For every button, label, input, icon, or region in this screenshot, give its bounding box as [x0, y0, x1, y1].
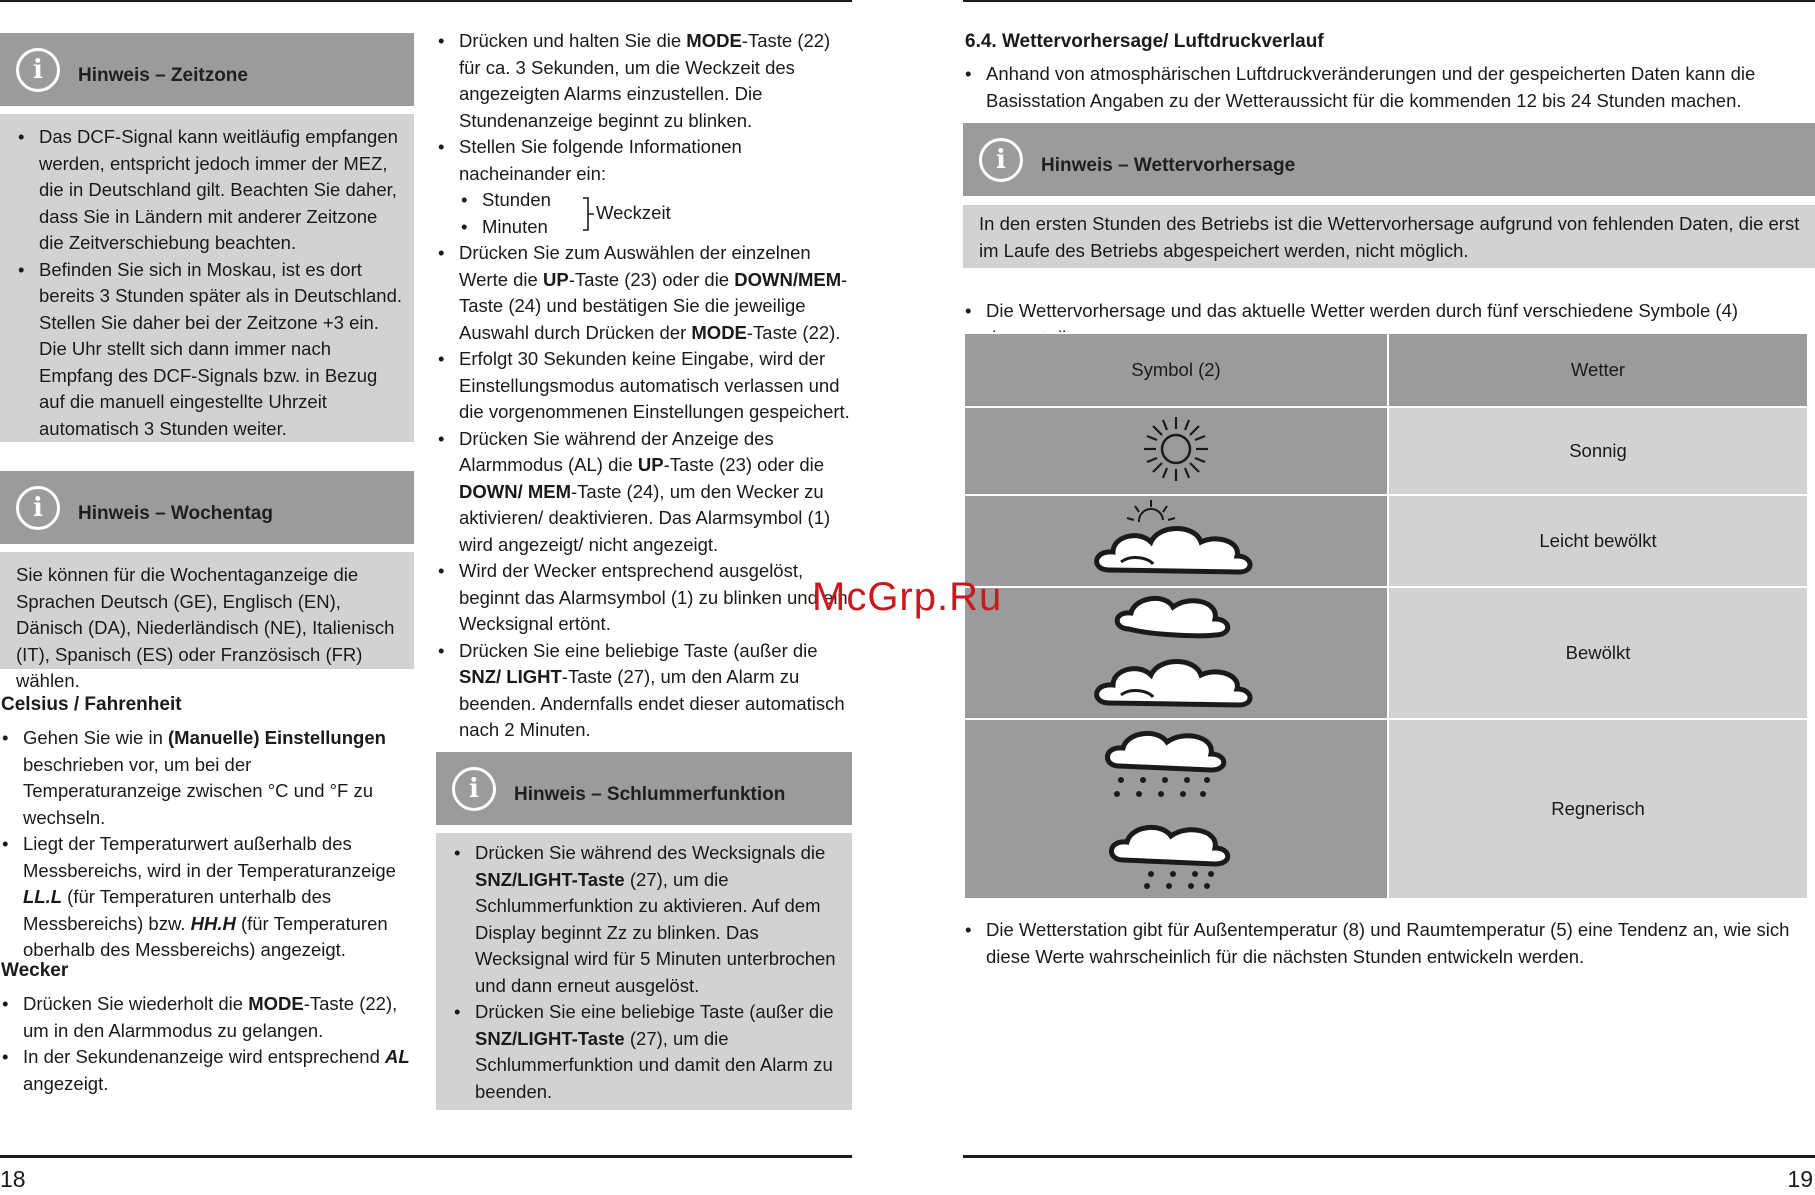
sun-icon	[1141, 414, 1211, 484]
list-item: • Drücken Sie wiederholt die MODE-Taste (22), um in den Alarmmodus zu gelangen.	[0, 991, 410, 1044]
table-header-symbol: Symbol (2)	[964, 333, 1388, 407]
table-row-symbol	[964, 719, 1388, 899]
cloudy-icon	[1091, 589, 1261, 713]
alarm-settings-list	[436, 28, 856, 744]
note-wochentag-body	[0, 552, 414, 691]
table-row-label: Sonnig	[1388, 407, 1808, 495]
info-icon: i	[979, 138, 1023, 182]
info-icon: i	[452, 767, 496, 811]
page-number-left: 18	[0, 1166, 26, 1192]
list-item: • Drücken Sie während der Anzeige des Alarmmodus (AL) die UP-Taste (23) oder die DOWN/ MEM-Taste (24), um den Wecker zu aktivieren/ deaktivieren. Das Alarmsymbol (1) wird angezeigt/ nicht angezeigt.	[436, 426, 856, 559]
table-row-symbol	[964, 587, 1388, 719]
list-item: • Gehen Sie wie in (Manuelle) Einstellungen beschrieben vor, um bei der Temperaturanzeige zwischen °C und °F zu wechseln.	[0, 725, 410, 831]
list-item: • Drücken Sie zum Auswählen der einzelnen Werte die UP-Taste (23) oder die DOWN/MEM-Taste (24) und bestätigen Sie die jeweilige Auswahl durch Drücken der MODE-Taste (22).	[436, 240, 856, 346]
weckzeit-sublist	[459, 187, 856, 240]
weckzeit-label: Weckzeit	[596, 202, 671, 223]
celsius-heading: Celsius / Fahrenheit	[1, 694, 182, 715]
list-item: • Drücken Sie während des Wecksignals die SNZ/LIGHT-Taste (27), um die Schlummerfunktion zu aktivieren. Auf dem Display beginnt Zz zu blinken. Das Wecksignal wird für 5 Minuten unterbrochen und dann erneut ausgelöst.	[452, 840, 842, 999]
note-wetter-text: In den ersten Stunden des Betriebs ist die Wettervorhersage aufgrund von fehlenden Daten, die erst im Laufe des Betriebs abgespeichert werden, nicht möglich.	[979, 213, 1800, 261]
top-rule-right	[963, 0, 1815, 2]
table-row-label: Leicht bewölkt	[1388, 495, 1808, 587]
list-item: • Wird der Wecker entsprechend ausgelöst, beginnt das Alarmsymbol (1) zu blinken und ein Wecksignal ertönt.	[436, 558, 856, 638]
table-header-wetter: Wetter	[1388, 333, 1808, 407]
table-row-symbol	[964, 407, 1388, 495]
bottom-rule-right	[963, 1155, 1815, 1158]
section-heading: 6.4. Wettervorhersage/ Luftdruckverlauf	[965, 31, 1324, 52]
note-wochentag-header	[0, 471, 414, 544]
list-item: • Drücken Sie eine beliebige Taste (außer die SNZ/ LIGHT-Taste (27), um den Alarm zu beenden. Andernfalls endet dieser automatisch nach 2 Minuten.	[436, 638, 856, 744]
info-icon: i	[16, 48, 60, 92]
list-item: • In der Sekundenanzeige wird entsprechend AL angezeigt.	[0, 1044, 410, 1097]
list-item: • Liegt der Temperaturwert außerhalb des Messbereichs, wird in der Temperaturanzeige LL.L (für Temperaturen unterhalb des Messbereichs) bzw. HH.H (für Temperaturen oberhalb des Messbereichs) angezeigt.	[0, 831, 410, 964]
sub-list-item: • Minuten	[459, 214, 856, 241]
note-schlummer-body	[436, 833, 852, 1110]
list-item: • Die Wettervorhersage und das aktuelle Wetter werden durch fünf verschiedene Symbole (4)	[963, 298, 1815, 351]
top-rule-left	[0, 0, 852, 2]
note-wetter-title: Hinweis – Wettervorhersage	[1041, 154, 1296, 176]
info-icon: i	[16, 486, 60, 530]
table-row-symbol	[964, 495, 1388, 587]
sub-list-item: • Stunden	[459, 187, 856, 214]
list-item: • Befinden Sie sich in Moskau, ist es dort bereits 3 Stunden später als in Deutschland. Stellen Sie daher bei der Zeitzone +3 ein. Die Uhr stellt sich dann immer nach Empfang des DCF-Signals bzw. in Bezug auf die manuell eingestellte Uhrzeit automatisch 3 Stunden weiter.	[16, 257, 404, 443]
table-row-label: Bewölkt	[1388, 587, 1808, 719]
rain-icon	[1091, 722, 1261, 892]
wecker-heading: Wecker	[1, 960, 69, 981]
list-item: • Anhand von atmosphärischen Luftdruckveränderungen und der gespeicherten Daten kann die Basisstation Angaben zu der Wetteraussicht für die kommenden 12 bis 24 Stunden machen.	[963, 61, 1815, 114]
list-item: • Drücken und halten Sie die MODE-Taste (22) für ca. 3 Sekunden, um die Weckzeit des angezeigten Alarms einzustellen. Die Stundenanzeige beginnt zu blinken.	[436, 28, 856, 134]
celsius-list	[0, 725, 410, 964]
note-schlummer-header	[436, 752, 852, 825]
bottom-rule-left	[0, 1155, 852, 1158]
list-item: • Die Wetterstation gibt für Außentemperatur (8) und Raumtemperatur (5) eine Tendenz an, wie sich diese Werte wahrscheinlich für die nächsten Stunden entwickeln werden.	[963, 917, 1815, 970]
brace-icon	[581, 197, 595, 231]
note-schlummer-title: Hinweis – Schlummerfunktion	[514, 783, 786, 805]
list-item: • Drücken Sie eine beliebige Taste (außer die SNZ/LIGHT-Taste (27), um die Schlummerfunktion und damit den Alarm zu beenden.	[452, 999, 842, 1105]
watermark: McGrp.Ru	[812, 575, 1003, 619]
list-item: • Erfolgt 30 Sekunden keine Eingabe, wird der Einstellungsmodus automatisch verlassen und die vorgenommenen Einstellungen gespeichert.	[436, 346, 856, 426]
note-wetter-body	[963, 205, 1815, 268]
weather-symbol-table	[963, 332, 1809, 900]
note-zeitzone-title: Hinweis – Zeitzone	[78, 64, 248, 86]
list-item: • Das DCF-Signal kann weitläufig empfangen werden, entspricht jedoch immer der MEZ, die in Deutschland gilt. Beachten Sie daher, dass Sie in Ländern mit anderer Zeitzone die Zeitverschiebung beachten.	[16, 124, 404, 257]
note-wochentag-title: Hinweis – Wochentag	[78, 502, 273, 524]
intro-list	[963, 61, 1815, 114]
partly-cloudy-icon	[1091, 498, 1261, 580]
note-zeitzone-body	[0, 114, 414, 442]
wecker-list	[0, 991, 410, 1097]
note-zeitzone-header	[0, 33, 414, 106]
page-number-right: 19	[1787, 1166, 1813, 1192]
outro-list	[963, 917, 1815, 970]
note-wetter-header	[963, 123, 1815, 196]
list-item: • Stellen Sie folgende Informationen nacheinander ein: • Stunden • Minuten Weckzeit	[436, 134, 856, 240]
table-row-label: Regnerisch	[1388, 719, 1808, 899]
note-wochentag-text: Sie können für die Wochentaganzeige die Sprachen Deutsch (GE), Englisch (EN), Dänisch (DA), Niederländisch (NE), Italienisch (IT), Spanisch (ES) oder Französisch (FR) wählen.	[16, 564, 395, 691]
